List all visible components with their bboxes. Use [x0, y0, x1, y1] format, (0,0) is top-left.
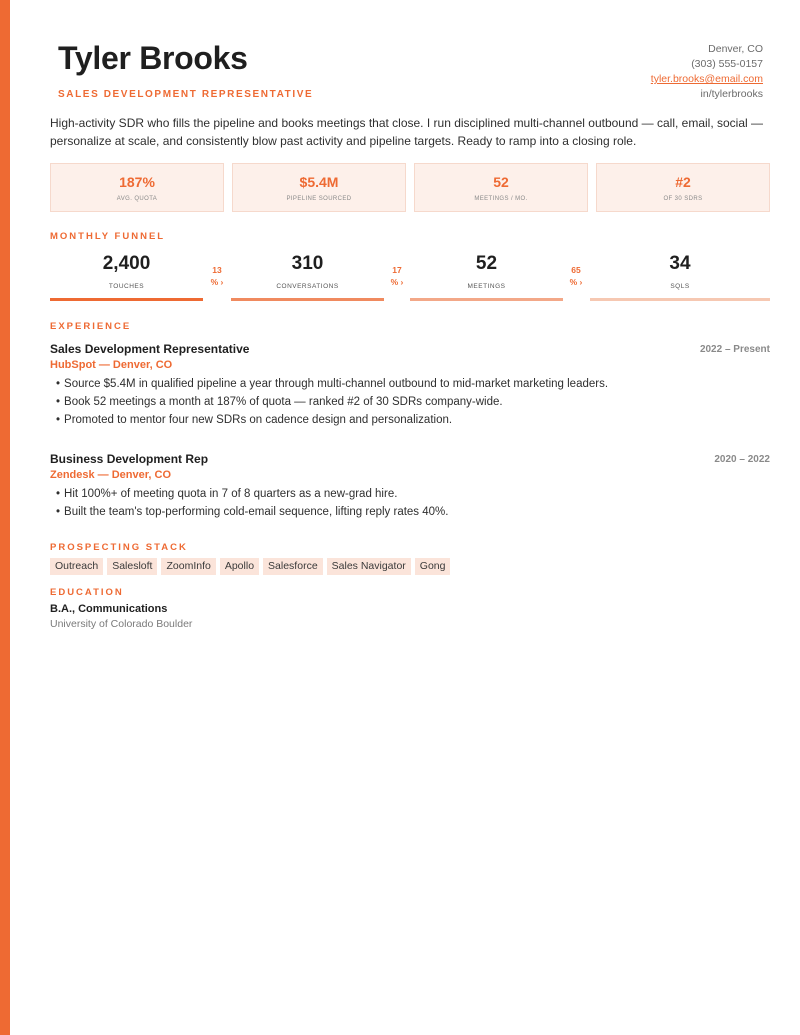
candidate-name: Tyler Brooks — [58, 40, 248, 76]
skill-tag: Outreach — [50, 558, 103, 575]
conversion-rate: 13 — [212, 265, 222, 275]
skill-tag: Sales Navigator — [327, 558, 411, 575]
job-bullet: • Promoted to mentor four new SDRs on cadence design and personalization. — [56, 411, 770, 429]
job-title: Sales Development Representative — [50, 342, 250, 356]
stat-value: #2 — [675, 174, 691, 190]
job-company: HubSpot — Denver, CO — [50, 359, 173, 371]
contact-block — [651, 42, 763, 102]
funnel-stage-bar — [590, 298, 770, 301]
contact-linkedin: in/tylerbrooks — [700, 88, 763, 100]
funnel-stage-value: 2,400 — [102, 253, 151, 274]
job-bullet: • Built the team's top-performing cold-email sequence, lifting reply rates 40%. — [56, 503, 770, 521]
job-entry-zendesk — [50, 452, 770, 521]
job-bullet: • Source $5.4M in qualified pipeline a year through multi-channel outbound to mid-market marketing leaders. — [56, 375, 770, 393]
funnel-conversion-1 — [206, 264, 228, 288]
job-bullet: • Hit 100%+ of meeting quota in 7 of 8 quarters as a new-grad hire. — [56, 485, 770, 503]
education-school: University of Colorado Boulder — [50, 618, 193, 630]
funnel-stage-value: 52 — [475, 253, 498, 274]
funnel-stage-bar — [50, 298, 203, 301]
stats-row — [50, 163, 770, 212]
skill-tag: Salesloft — [107, 558, 157, 575]
skill-tag: Apollo — [220, 558, 259, 575]
stat-card-quota — [50, 163, 224, 212]
conversion-rate: 65 — [571, 265, 581, 275]
funnel-stage-sqls — [590, 253, 770, 301]
stat-value: $5.4M — [299, 174, 339, 190]
stat-value: 52 — [493, 174, 509, 190]
skill-tag: ZoomInfo — [161, 558, 215, 575]
candidate-title: SALES DEVELOPMENT REPRESENTATIVE — [58, 89, 314, 100]
conversion-suffix: % › — [210, 277, 224, 287]
funnel-stage-bar — [410, 298, 563, 301]
funnel-row — [50, 253, 770, 308]
skill-tag: Salesforce — [263, 558, 323, 575]
funnel-stage-label: CONVERSATIONS — [276, 283, 339, 290]
job-bullets — [50, 485, 770, 521]
funnel-conversion-2 — [386, 264, 408, 288]
funnel-stage-meetings — [410, 253, 563, 301]
section-heading-funnel: MONTHLY FUNNEL — [50, 231, 166, 242]
funnel-stage-value: 34 — [669, 253, 691, 274]
section-heading-education: EDUCATION — [50, 587, 124, 598]
funnel-stage-label: SQLS — [670, 283, 690, 290]
contact-phone: (303) 555-0157 — [691, 58, 763, 70]
funnel-stage-touches — [50, 253, 203, 301]
stat-card-rank — [596, 163, 770, 212]
skill-tag: Gong — [415, 558, 451, 575]
job-dates: 2022 – Present — [699, 344, 770, 355]
job-bullets — [50, 375, 770, 429]
section-heading-experience: EXPERIENCE — [50, 321, 132, 332]
stat-value: 187% — [119, 174, 155, 190]
stat-card-meetings — [414, 163, 588, 212]
conversion-rate: 17 — [392, 265, 402, 275]
stat-label: PIPELINE SOURCED — [286, 196, 352, 202]
funnel-stage-conversations — [231, 253, 384, 301]
stat-label: AVG. QUOTA — [116, 196, 158, 202]
resume-header — [50, 0, 770, 112]
stat-card-pipeline — [232, 163, 406, 212]
job-dates: 2020 – 2022 — [714, 454, 770, 465]
skills-tags — [50, 558, 450, 575]
contact-email-link[interactable]: tyler.brooks@email.com — [650, 73, 763, 85]
job-entry-hubspot — [50, 342, 770, 429]
funnel-conversion-3 — [565, 264, 587, 288]
conversion-suffix: % › — [390, 277, 404, 287]
contact-location: Denver, CO — [708, 43, 763, 55]
funnel-stage-label: TOUCHES — [108, 283, 145, 290]
stat-label: OF 30 SDRS — [663, 196, 703, 202]
job-bullet: • Book 52 meetings a month at 187% of quota — ranked #2 of 30 SDRs company-wide. — [56, 393, 770, 411]
summary-paragraph: High-activity SDR who fills the pipeline and books meetings that close. I run disciplined multi-channel outbound — call, email, social — personalize at scale, and consistently blow past activity and pipeline targets. Ready to ramp into a closing role. — [50, 116, 764, 148]
funnel-stage-bar — [231, 298, 384, 301]
resume-page — [50, 0, 770, 630]
funnel-stage-label: MEETINGS — [467, 283, 506, 290]
job-title: Business Development Rep — [50, 452, 209, 466]
section-heading-skills: PROSPECTING STACK — [50, 542, 188, 553]
job-company: Zendesk — Denver, CO — [50, 469, 172, 481]
education-degree: B.A., Communications — [50, 603, 168, 615]
conversion-suffix: % › — [569, 277, 583, 287]
funnel-stage-value: 310 — [291, 253, 324, 274]
accent-sidebar-stripe — [0, 0, 10, 1035]
stat-label: MEETINGS / MO. — [474, 196, 528, 202]
